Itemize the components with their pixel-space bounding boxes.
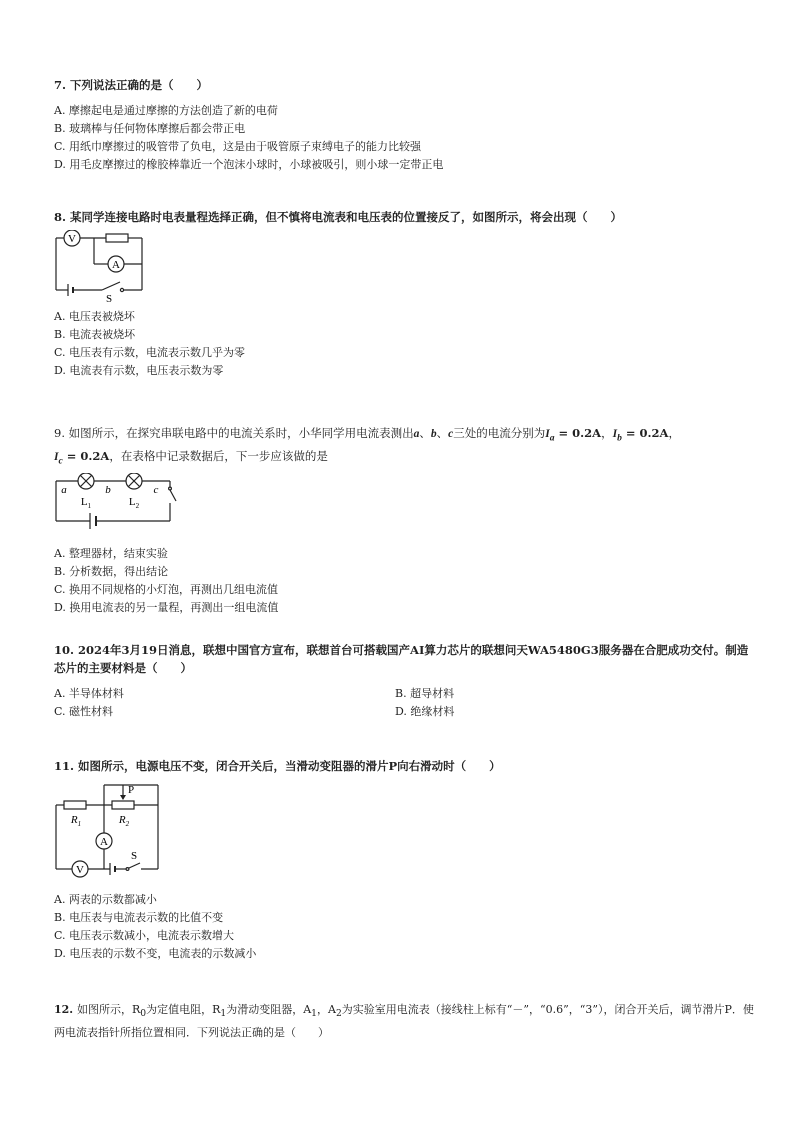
slider-p-label: P — [128, 784, 135, 796]
resistor-r2-label: $R_2$ — [118, 814, 130, 828]
voltmeter-label: V — [76, 864, 84, 876]
option-a: A. 整理器材，结束实验 — [54, 546, 168, 560]
question-stem: 10. 2024年3月19日消息，联想中国官方宣布，联想首台可搭载国产AI算力芯片的联想问天WA5480G3服务器在合肥成功交付。制造芯片的主要材料是（ ） — [54, 643, 749, 675]
ammeter-label: A — [100, 836, 108, 848]
option-a: A. 电压表被烧坏 — [54, 310, 135, 323]
lamp-l1-label: $L_1$ — [80, 495, 92, 510]
question-10 — [54, 641, 754, 723]
option-a: A. 两表的示数都减小 — [54, 893, 157, 906]
circuit-diagram-q9 — [54, 473, 184, 539]
option-c: C. 电压表有示数，电流表示数几乎为零 — [54, 346, 246, 359]
switch-label: S — [105, 293, 113, 302]
question-9 — [54, 424, 754, 617]
circuit-diagram-q11 — [54, 781, 174, 887]
voltmeter-label: V — [68, 233, 76, 245]
option-b: B. 超导材料 — [395, 687, 455, 700]
option-a: A. 摩擦起电是通过摩擦的方法创造了新的电荷 — [54, 104, 278, 117]
option-a: A. 半导体材料 — [54, 687, 124, 700]
point-c-label: c — [153, 483, 159, 496]
question-7 — [54, 76, 754, 174]
question-8 — [54, 208, 754, 380]
switch-label: S — [130, 850, 138, 862]
option-d: D. 换用电流表的另一量程，再测出一组电流值 — [54, 600, 279, 614]
resistor-r1-label: $R_1$ — [70, 814, 82, 828]
option-d: D. 电压表的示数不变，电流表的示数减小 — [54, 947, 257, 960]
point-b-label: b — [105, 483, 111, 496]
option-d: D. 电流表有示数，电压表示数为零 — [54, 364, 224, 377]
question-stem: 12. 如图所示，$R_0$为定值电阻，$R_1$为滑动变阻器，$A_1$，$A_2$为实验室用电流表（接线柱上标有“－”，“0.6”，“3”），闭合开关后，调节滑片P．使两电流表指针所指位置相同．下列说法正确的是（ ） — [54, 1003, 754, 1040]
question-12 — [54, 1000, 754, 1042]
lamp-l2-label: $L_2$ — [128, 495, 140, 510]
point-a-label: a — [61, 483, 67, 496]
options-grid — [54, 685, 754, 723]
option-b: B. 电流表被烧坏 — [54, 328, 136, 341]
option-c: C. 用纸巾摩擦过的吸管带了负电，这是由于吸管原子束缚电子的能力比较强 — [54, 140, 422, 153]
circuit-diagram-q8 — [54, 230, 154, 302]
option-d: D. 绝缘材料 — [395, 705, 455, 718]
question-stem: 8. 某同学连接电路时电表量程选择正确，但不慎将电流表和电压表的位置接反了，如图所示，将会出现（ ） — [54, 210, 623, 224]
option-c: C. 磁性材料 — [54, 705, 114, 718]
question-11 — [54, 757, 754, 963]
question-stem: 11. 如图所示，电源电压不变，闭合开关后，当滑动变阻器的滑片P向右滑动时（ ） — [54, 759, 501, 773]
option-b: B. 分析数据，得出结论 — [54, 564, 169, 578]
option-d: D. 用毛皮摩擦过的橡胶棒靠近一个泡沫小球时，小球被吸引，则小球一定带正电 — [54, 158, 444, 171]
option-b: B. 玻璃棒与任何物体摩擦后都会带正电 — [54, 122, 246, 135]
question-stem: 7. 下列说法正确的是（ ） — [54, 78, 209, 92]
ammeter-label: A — [112, 259, 120, 271]
question-stem: 9. 如图所示，在探究串联电路中的电流关系时，小华同学用电流表测出a、b、c三处的电流分别为$I_a = 0.2A$，$I_b = 0.2A$， $I_c = 0.2A$，在表格中记录数据后，下一步应该做的是 — [54, 426, 680, 467]
option-c: C. 换用不同规格的小灯泡，再测出几组电流值 — [54, 582, 279, 596]
option-c: C. 电压表示数减小，电流表示数增大 — [54, 929, 235, 942]
option-b: B. 电压表与电流表示数的比值不变 — [54, 911, 224, 924]
